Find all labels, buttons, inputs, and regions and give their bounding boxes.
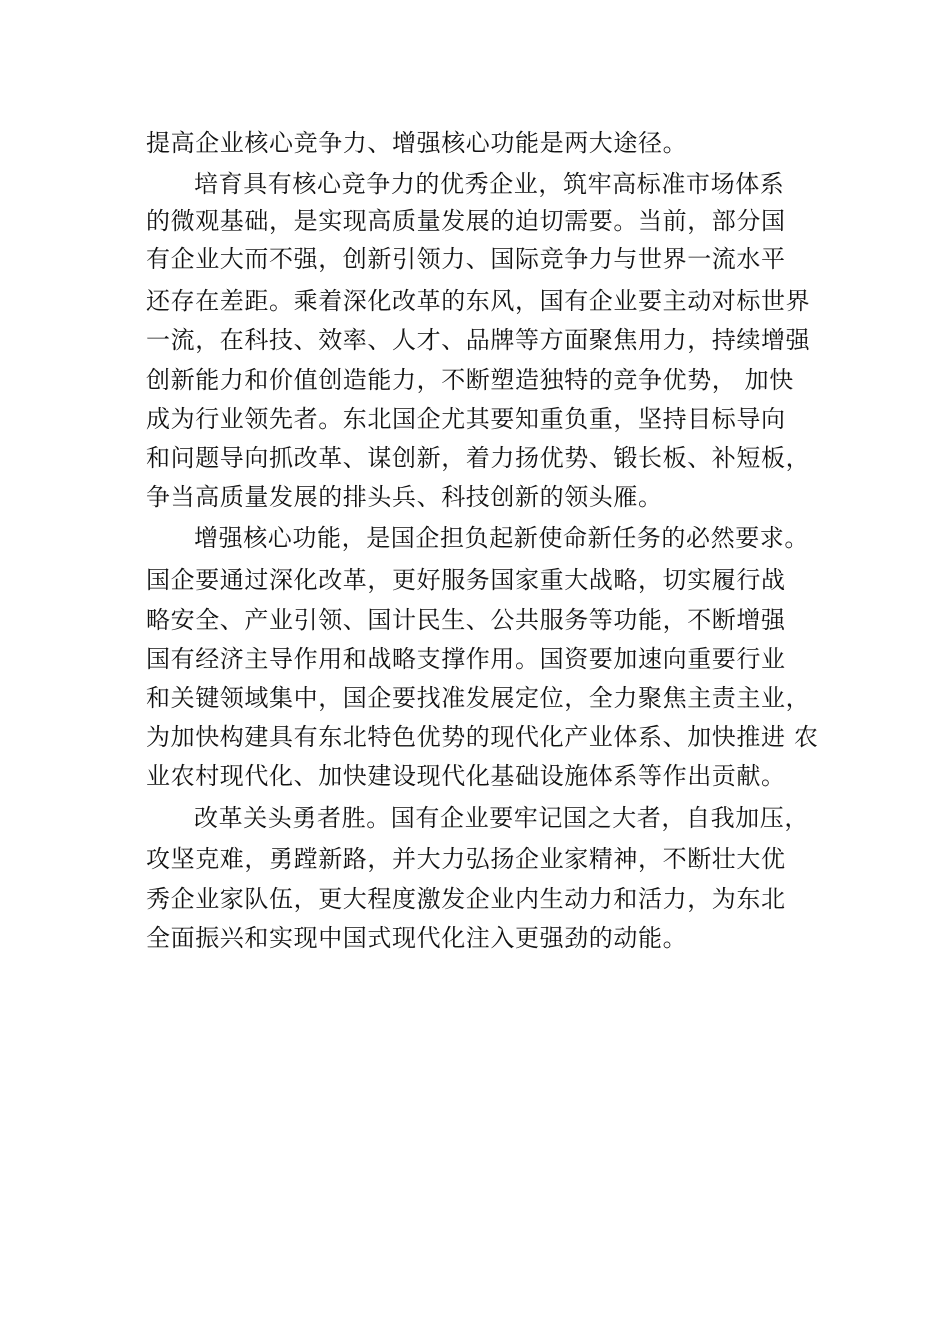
text-line: 争当高质量发展的排头兵、科技创新的领头雁。 xyxy=(146,483,663,511)
text-line: 业农村现代化、加快建设现代化基础设施体系等作出贡献。 xyxy=(146,762,786,790)
paragraph-first-line: 培育具有核心竞争力的优秀企业，筑牢高标准市场体系 xyxy=(194,170,785,198)
text-line: 提高企业核心竞争力、增强核心功能是两大途径。 xyxy=(146,129,688,157)
text-line: 秀企业家队伍，更大程度激发企业内生动力和活力，为东北 xyxy=(146,885,786,913)
paragraph-first-line: 改革关头勇者胜。国有企业要牢记国之大者，自我加压， xyxy=(194,804,809,832)
text-line: 国企要通过深化改革，更好服务国家重大战略，切实履行战 xyxy=(146,566,786,594)
text-line: 一流，在科技、效率、人才、品牌等方面聚焦用力，持续增强 xyxy=(146,326,811,354)
paragraph-first-line: 增强核心功能，是国企担负起新使命新任务的必然要求。 xyxy=(194,524,809,552)
text-line: 为加快构建具有东北特色优势的现代化产业体系、加快推进 农 xyxy=(146,723,819,751)
text-line: 的微观基础，是实现高质量发展的迫切需要。当前，部分国 xyxy=(146,207,786,235)
text-line: 攻坚克难，勇蹚新路，并大力弘扬企业家精神，不断壮大优 xyxy=(146,845,786,873)
text-line: 略安全、产业引领、国计民生、公共服务等功能，不断增强 xyxy=(146,606,786,634)
text-line: 有企业大而不强，创新引领力、国际竞争力与世界一流水平 xyxy=(146,245,786,273)
text-line: 创新能力和价值创造能力，不断塑造独特的竞争优势， 加快 xyxy=(146,366,794,394)
text-line: 和问题导向抓改革、谋创新，着力扬优势、锻长板、补短板， xyxy=(146,444,811,472)
text-line: 全面振兴和实现中国式现代化注入更强劲的动能。 xyxy=(146,924,688,952)
text-line: 国有经济主导作用和战略支撑作用。国资要加速向重要行业 xyxy=(146,645,786,673)
text-line: 还存在差距。乘着深化改革的东风，国有企业要主动对标世界 xyxy=(146,287,811,315)
text-line: 和关键领域集中，国企要找准发展定位，全力聚焦主责主业， xyxy=(146,684,811,712)
text-line: 成为行业领先者。东北国企尤其要知重负重，坚持目标导向 xyxy=(146,405,786,433)
